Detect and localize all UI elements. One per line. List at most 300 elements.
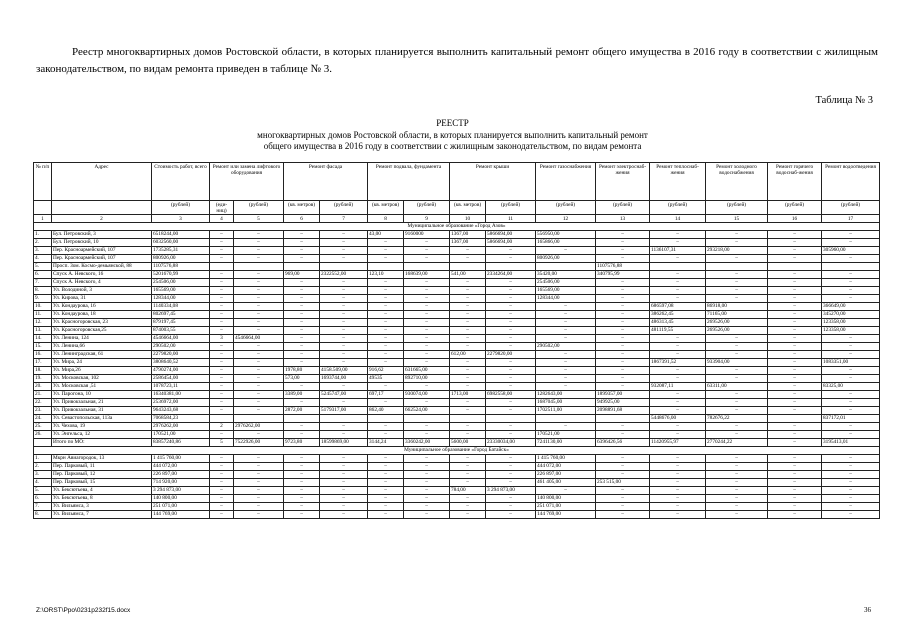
header-row [34,163,880,201]
table-cell: 2976262,00 [152,423,210,431]
table-cell: – [596,383,650,391]
table-cell: – [650,479,706,487]
table-cell: – [706,391,768,399]
table-cell: – [450,319,486,327]
column-number: 9 [404,215,450,223]
column-number: 13 [596,215,650,223]
table-cell: Ул. Энгельса, 12 [52,431,152,439]
table-cell: – [768,271,822,279]
table-cell: – [284,295,320,303]
total-cell: 5 [210,439,234,447]
table-cell: – [536,327,596,335]
column-number-row [34,215,880,223]
table-cell: – [320,327,368,335]
table-cell: – [320,463,368,471]
unit-cell: (рублей) [152,201,210,215]
table-cell: 1. [34,231,52,239]
table-cell: – [822,279,880,287]
table-cell: Ул. Володиной, 3 [52,287,152,295]
table-cell: – [210,319,234,327]
table-cell: – [234,495,284,503]
table-cell: – [650,351,706,359]
table-cell: – [768,319,822,327]
table-cell: – [486,495,536,503]
unit-cell: (рублей) [706,201,768,215]
total-cell: 3144,24 [368,439,404,447]
table-cell: Пер. Парковый, 12 [52,471,152,479]
table-cell: 969,00 [284,271,320,279]
table-cell: 269526,00 [706,319,768,327]
table-cell: – [404,287,450,295]
table-cell: – [368,311,404,319]
table-cell: – [284,231,320,239]
table-cell: – [536,383,596,391]
unit-cell: (еди-ниц) [210,201,234,215]
table-cell: – [486,247,536,255]
table-cell: 5179317,00 [320,407,368,415]
table-cell: – [210,279,234,287]
table-cell: – [768,391,822,399]
table-cell [822,263,880,271]
table-cell: – [320,455,368,463]
table-cell: 461 405,00 [536,479,596,487]
table-cell: 5201670,99 [152,271,210,279]
table-cell: – [320,279,368,287]
table-cell: 444 072,00 [152,463,210,471]
table-cell: 20. [34,383,52,391]
table-cell: 800926,00 [152,255,210,263]
table-cell: – [210,351,234,359]
table-cell: – [450,407,486,415]
table-cell: – [650,239,706,247]
table-cell: – [596,455,650,463]
table-cell: 7068584,23 [152,415,210,423]
column-number: 8 [368,215,404,223]
table-row [34,431,880,439]
table-cell: – [320,399,368,407]
table-cell: – [596,327,650,335]
unit-cell: (рублей) [768,201,822,215]
table-cell: – [234,327,284,335]
table-cell: 165569,00 [536,287,596,295]
table-cell: – [210,399,234,407]
table-cell: Просп. Зом. Космо-демьянской, 88 [52,263,152,271]
table-cell: Мкрн Авиагородок, 13 [52,455,152,463]
table-cell: – [234,383,284,391]
table-cell: 686597,08 [650,303,706,311]
unit-cell: (рублей) [404,201,450,215]
table-cell: 24. [34,415,52,423]
table-cell: Ул. Привокзальная, 31 [52,407,152,415]
table-cell: – [234,375,284,383]
table-cell: – [650,423,706,431]
table-cell: Ул. Вильямса, 3 [52,503,152,511]
table-cell [404,415,450,423]
table-cell: – [596,463,650,471]
table-cell: 6518244,00 [152,231,210,239]
table-cell: 486313,45 [650,319,706,327]
table-cell: – [404,239,450,247]
table-cell: – [486,319,536,327]
table-cell: – [486,431,536,439]
section-title: Муниципальное образование «Город Батайск» [34,447,880,455]
table-cell: – [284,351,320,359]
table-row [34,327,880,335]
table-row [34,391,880,399]
table-cell: – [536,335,596,343]
table-cell: – [210,327,234,335]
table-cell: – [450,431,486,439]
table-cell: – [706,471,768,479]
table-cell: – [650,511,706,519]
col-header-address: Адрес [52,163,152,201]
table-cell [404,263,450,271]
table-row [34,239,880,247]
table-cell: – [768,431,822,439]
table-cell: – [536,487,596,495]
table-cell: 1702511,00 [536,407,596,415]
table-row [34,231,880,239]
table-cell: 1 415 760,00 [152,455,210,463]
table-row [34,319,880,327]
column-number: 10 [450,215,486,223]
table-cell: – [210,511,234,519]
table-cell: – [768,407,822,415]
table-cell: 1693744,00 [320,375,368,383]
table-cell: – [284,431,320,439]
table-cell: – [368,479,404,487]
table-cell: 4. [34,255,52,263]
table-cell: – [320,343,368,351]
total-cell [34,439,52,447]
table-cell: – [320,423,368,431]
table-cell: 16340381,00 [152,391,210,399]
col-header-gas: Ремонт газоснабжения [536,163,596,201]
table-cell: 22. [34,399,52,407]
table-cell: Ул. Привокзальная, 21 [52,399,152,407]
table-cell: 631665,00 [404,367,450,375]
table-cell: – [596,487,650,495]
table-cell: 1367,00 [450,239,486,247]
table-row [34,455,880,463]
table-cell: – [368,343,404,351]
table-cell: – [768,471,822,479]
table-cell: – [368,431,404,439]
table-cell: 43,00 [368,231,404,239]
table-cell: Пер. Парковый, 15 [52,479,152,487]
table-cell: – [650,471,706,479]
table-cell: – [486,255,536,263]
col-header-facade: Ремонт фасада [284,163,368,201]
table-cell: – [486,343,536,351]
table-cell: 144 769,00 [536,511,596,519]
total-cell: 3195413,01 [822,439,880,447]
table-cell: 1136107,31 [650,247,706,255]
table-cell: – [450,327,486,335]
table-cell: – [596,279,650,287]
table-cell: – [234,487,284,495]
table-cell: 1899357,00 [596,391,650,399]
table-cell: – [404,487,450,495]
table-cell: – [486,479,536,487]
table-cell [536,415,596,423]
table-cell: Ул. Московская, 102 [52,375,152,383]
table-cell: – [822,287,880,295]
table-cell: – [706,511,768,519]
total-row [34,439,880,447]
table-cell: – [404,343,450,351]
table-cell: – [234,311,284,319]
table-cell: 4. [34,479,52,487]
table-cell [486,415,536,423]
table-cell: 6. [34,495,52,503]
table-cell: 2. [34,463,52,471]
table-cell: Ул. Московская ,51 [52,383,152,391]
table-cell: – [650,391,706,399]
table-cell: Ул. Кондаурова, 16 [52,303,152,311]
table-cell: 14. [34,335,52,343]
table-cell [768,415,822,423]
table-cell: – [320,479,368,487]
report-subtitle-line-2: общего имущества в 2016 году в соответствии с жилищным законодательством, по видам ремонта [263,141,642,151]
table-cell: 290502,00 [152,343,210,351]
table-cell: – [210,287,234,295]
table-cell: – [450,455,486,463]
column-number: 12 [536,215,596,223]
table-cell: – [768,383,822,391]
table-cell: 21. [34,391,52,399]
table-cell: – [822,511,880,519]
table-cell: Пер. Красноармейский, 107 [52,255,152,263]
table-cell: 123358,00 [822,327,880,335]
table-cell: – [650,255,706,263]
table-cell: – [284,303,320,311]
table-cell: 5448676,00 [650,415,706,423]
table-cell: – [368,295,404,303]
column-number: 4 [210,215,234,223]
table-cell: – [450,375,486,383]
table-cell: – [596,359,650,367]
table-cell: – [210,375,234,383]
table-cell: – [210,359,234,367]
table-cell: 144 769,00 [152,511,210,519]
table-cell: – [486,503,536,511]
table-cell: – [234,511,284,519]
table-cell: 4546664,00 [152,335,210,343]
table-cell: – [536,319,596,327]
table-cell: – [368,503,404,511]
table-cell: 269526,00 [706,327,768,335]
table-cell: 165569,00 [152,287,210,295]
table-cell: – [536,375,596,383]
table-row [34,263,880,271]
unit-cell: (рублей) [650,201,706,215]
table-cell: – [768,255,822,263]
table-cell: – [320,511,368,519]
col-header-sewer: Ремонт водоотведения [822,163,880,201]
column-number: 5 [234,215,284,223]
table-cell: – [368,351,404,359]
table-cell: – [368,239,404,247]
table-cell: Спуск А. Невского, 4 [52,279,152,287]
table-cell: 251 071,00 [536,503,596,511]
total-cell: 18599869,00 [320,439,368,447]
table-cell: 2536972,00 [152,399,210,407]
table-cell: 83325,00 [822,383,880,391]
column-number: 17 [822,215,880,223]
table-cell [706,263,768,271]
table-cell: – [320,231,368,239]
table-row [34,511,880,519]
table-cell [284,263,320,271]
table-cell: 837172,01 [822,415,880,423]
table-row [34,479,880,487]
table-cell: – [486,407,536,415]
table-cell [596,415,650,423]
table-cell: – [486,359,536,367]
table-cell: – [486,375,536,383]
table-cell: – [768,239,822,247]
total-cell: 5600,00 [450,439,486,447]
table-cell: 8. [34,511,52,519]
table-cell: – [768,343,822,351]
table-cell: Ул. Бексютьева, 4 [52,487,152,495]
table-cell: 26. [34,431,52,439]
table-cell: – [706,343,768,351]
table-cell: 9. [34,295,52,303]
total-cell: 23330034,00 [486,439,536,447]
table-cell: 662524,00 [404,407,450,415]
table-cell: – [284,239,320,247]
table-cell: – [284,463,320,471]
table-cell: – [234,343,284,351]
table-cell: – [650,455,706,463]
table-cell: 2586454,00 [152,375,210,383]
table-row [34,359,880,367]
table-cell: 170521,00 [536,431,596,439]
column-number: 1 [34,215,52,223]
table-cell: 226 897,00 [536,471,596,479]
unit-cell: (кв. метров) [450,201,486,215]
total-cell: 9723,80 [284,439,320,447]
table-cell: – [210,367,234,375]
table-cell: 444 072,00 [536,463,596,471]
table-cell: – [234,431,284,439]
table-row [34,271,880,279]
table-cell: – [320,383,368,391]
table-cell: 3 294 873,00 [486,487,536,495]
table-cell: – [210,343,234,351]
table-cell: 2. [34,239,52,247]
table-cell: 930074,00 [404,391,450,399]
table-cell: – [368,327,404,335]
table-cell: – [234,295,284,303]
table-cell: – [706,287,768,295]
table-cell: 3808640,52 [152,359,210,367]
table-cell: Ул. Красногоровская,25 [52,327,152,335]
table-cell: 19. [34,375,52,383]
table-cell: – [210,295,234,303]
registry-table [33,162,880,519]
table-cell [536,263,596,271]
table-cell: – [822,463,880,471]
table-cell: 714 920,00 [152,479,210,487]
table-cell: 1107576,88 [596,263,650,271]
table-cell: Ул. Чехова, 19 [52,423,152,431]
table-row [34,255,880,263]
table-cell: – [210,495,234,503]
table-cell: 16. [34,351,52,359]
table-cell: 1735285,31 [152,247,210,255]
table-row [34,351,880,359]
table-cell: – [596,287,650,295]
table-cell: 3 294 873,00 [152,487,210,495]
table-cell: – [284,327,320,335]
table-cell: – [706,455,768,463]
column-number: 14 [650,215,706,223]
table-cell: 5245747,00 [320,391,368,399]
table-cell: – [768,455,822,463]
table-cell: – [450,463,486,471]
col-header-num: № п/п [34,163,52,201]
table-cell: – [596,319,650,327]
table-cell: – [450,255,486,263]
table-cell: – [596,503,650,511]
table-cell: – [706,463,768,471]
table-cell: – [706,399,768,407]
table-cell: – [284,487,320,495]
table-cell: 251 071,00 [152,503,210,511]
table-cell: 17. [34,359,52,367]
table-cell: – [284,471,320,479]
table-cell: – [650,375,706,383]
table-cell: – [650,487,706,495]
table-cell: – [768,327,822,335]
table-cell: 128344,00 [152,295,210,303]
column-number: 3 [152,215,210,223]
table-cell [486,263,536,271]
table-cell: Ул. Кирова, 31 [52,295,152,303]
table-cell: – [234,255,284,263]
table-row [34,407,880,415]
table-cell: – [450,295,486,303]
table-cell: Ул. Ленина, 124 [52,335,152,343]
table-cell [368,415,404,423]
table-cell: 1867391,52 [650,359,706,367]
table-cell: – [234,287,284,295]
table-cell: – [596,367,650,375]
table-cell: – [596,335,650,343]
table-cell: – [706,487,768,495]
table-cell: 5866694,00 [486,231,536,239]
table-cell: – [320,503,368,511]
table-cell: – [210,391,234,399]
table-cell: – [404,463,450,471]
table-cell: – [320,471,368,479]
total-cell: Итого по МО: [52,439,152,447]
unit-cell: (кв. метров) [284,201,320,215]
table-cell: – [404,247,450,255]
column-number: 6 [284,215,320,223]
table-cell: 140 800,00 [152,495,210,503]
table-cell: – [706,503,768,511]
table-cell: – [486,383,536,391]
table-cell: – [450,287,486,295]
table-cell: – [320,495,368,503]
table-cell: – [284,247,320,255]
table-cell: – [368,247,404,255]
table-cell: – [450,503,486,511]
